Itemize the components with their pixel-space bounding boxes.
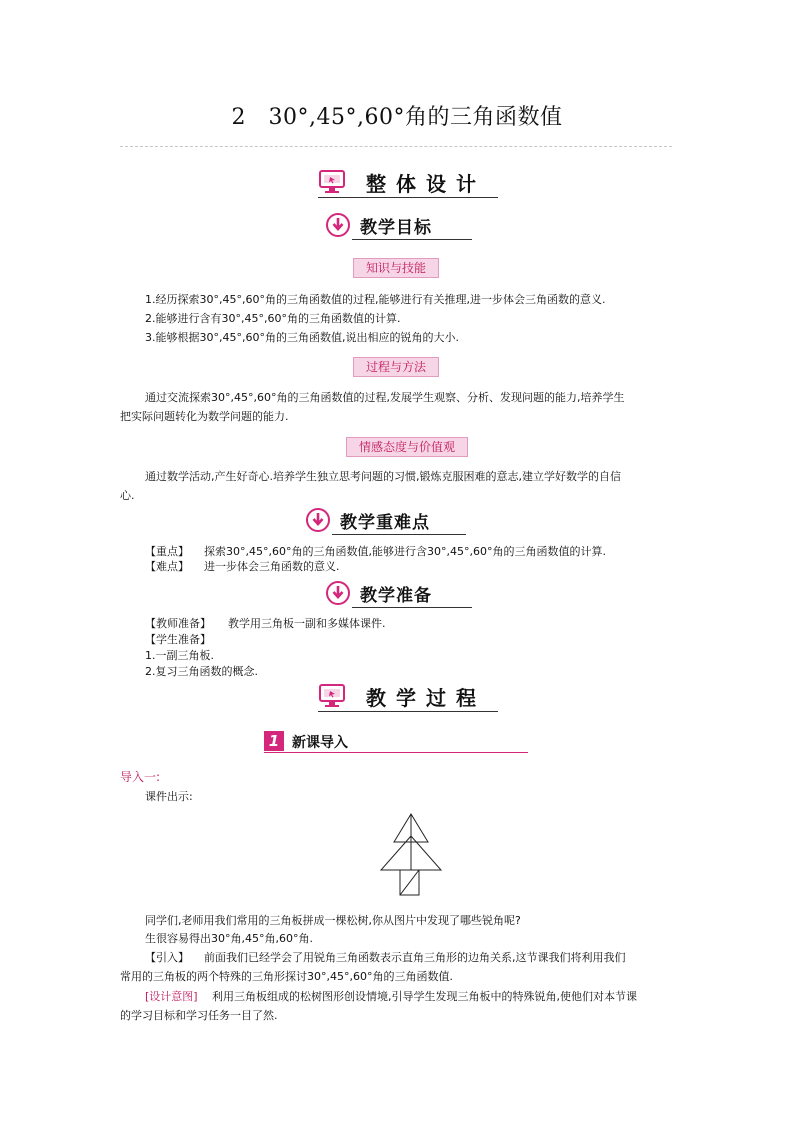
lead-label: 【引入】 [145,951,189,964]
student-prep-label: 【学生准备】 [145,633,211,646]
heading-underline [352,607,472,608]
student-prep-item-2: 2.复习三角函数的概念. [145,665,258,678]
tag-process-methods: 过程与方法 [353,357,439,377]
student-prep-item-1: 1.一副三角板. [145,649,214,662]
process-paragraph-line2: 把实际问题转化为数学问题的能力. [120,410,289,423]
attitude-paragraph-line2: 心. [120,489,135,502]
tag-knowledge-skills: 知识与技能 [353,258,439,278]
title-divider [120,146,672,147]
header-underline [318,711,498,712]
section-number-badge: 1 [264,731,284,751]
section-header-process [318,682,498,710]
new-lesson-heading: 新课导入 [292,735,348,751]
design-intent-line-1: 利用三角板组成的松树图形创设情境,引导学生发现三角板中的特殊锐角,使他们对本节课 [212,990,637,1003]
lead-line-1: 前面我们已经学会了用锐角三角函数表示直角三角形的边角关系,这节课我们将利用我们 [204,951,626,964]
tag-attitude-values: 情感态度与价值观 [346,437,468,457]
goals-heading: 教学目标 [360,218,432,238]
question-line-1: 同学们,老师用我们常用的三角板拼成一棵松树,你从图片中发现了哪些锐角呢? [145,914,521,927]
goal-item-3: 3.能够根据30°,45°,60°角的三角函数值,说出相应的锐角的大小. [145,331,459,344]
pine-tree-figure [376,812,446,902]
page-title: 2 30°,45°,60°角的三角函数值 [231,105,563,130]
intro-label: 导入一: [120,770,161,784]
difficulty-label: 【难点】 [145,560,189,573]
section-underline [264,752,528,753]
teacher-prep-label: 【教师准备】 [145,617,211,630]
section-design-title: 整体设计 [366,172,486,196]
design-intent-line-2: 的学习目标和学习任务一目了然. [120,1009,278,1022]
heading-underline [352,239,472,240]
key-points-heading: 教学重难点 [340,513,430,533]
down-arrow-circle-icon [326,213,350,237]
preparation-heading: 教学准备 [360,586,432,606]
monitor-icon [318,170,348,194]
new-lesson-bar [264,731,528,753]
monitor-icon [318,684,348,708]
section-process-title: 教学过程 [366,686,486,710]
focus-text: 探索30°,45°,60°角的三角函数值,能够进行含30°,45°,60°角的三角函数值的计算. [204,545,606,558]
header-underline [318,197,498,198]
section-header-design [318,168,498,196]
lead-line-2: 常用的三角板的两个特殊的三角形探讨30°,45°,60°角的三角函数值. [120,970,453,983]
design-intent-label: [设计意图] [145,990,198,1003]
goal-item-1: 1.经历探索30°,45°,60°角的三角函数值的过程,能够进行有关推理,进一步体会三角函数的意义. [145,293,606,306]
difficulty-text: 进一步体会三角函数的意义. [204,560,340,573]
courseware-text: 课件出示: [145,790,193,803]
question-line-2: 生很容易得出30°角,45°角,60°角. [145,932,313,945]
down-arrow-circle-icon [326,581,350,605]
focus-label: 【重点】 [145,545,189,558]
down-arrow-circle-icon [306,508,330,532]
subsection-goals [326,210,476,242]
process-paragraph-line1: 通过交流探索30°,45°,60°角的三角函数值的过程,发展学生观察、分析、发现问题的能力,培养学生 [145,391,625,404]
goal-item-2: 2.能够进行含有30°,45°,60°角的三角函数值的计算. [145,312,401,325]
attitude-paragraph-line1: 通过数学活动,产生好奇心.培养学生独立思考问题的习惯,锻炼克服困难的意志,建立学好数学的自信 [145,470,621,483]
teacher-prep-text: 教学用三角板一副和多媒体课件. [228,617,386,630]
subsection-preparation [326,578,476,610]
heading-underline [332,534,466,535]
subsection-key-points [306,505,466,537]
